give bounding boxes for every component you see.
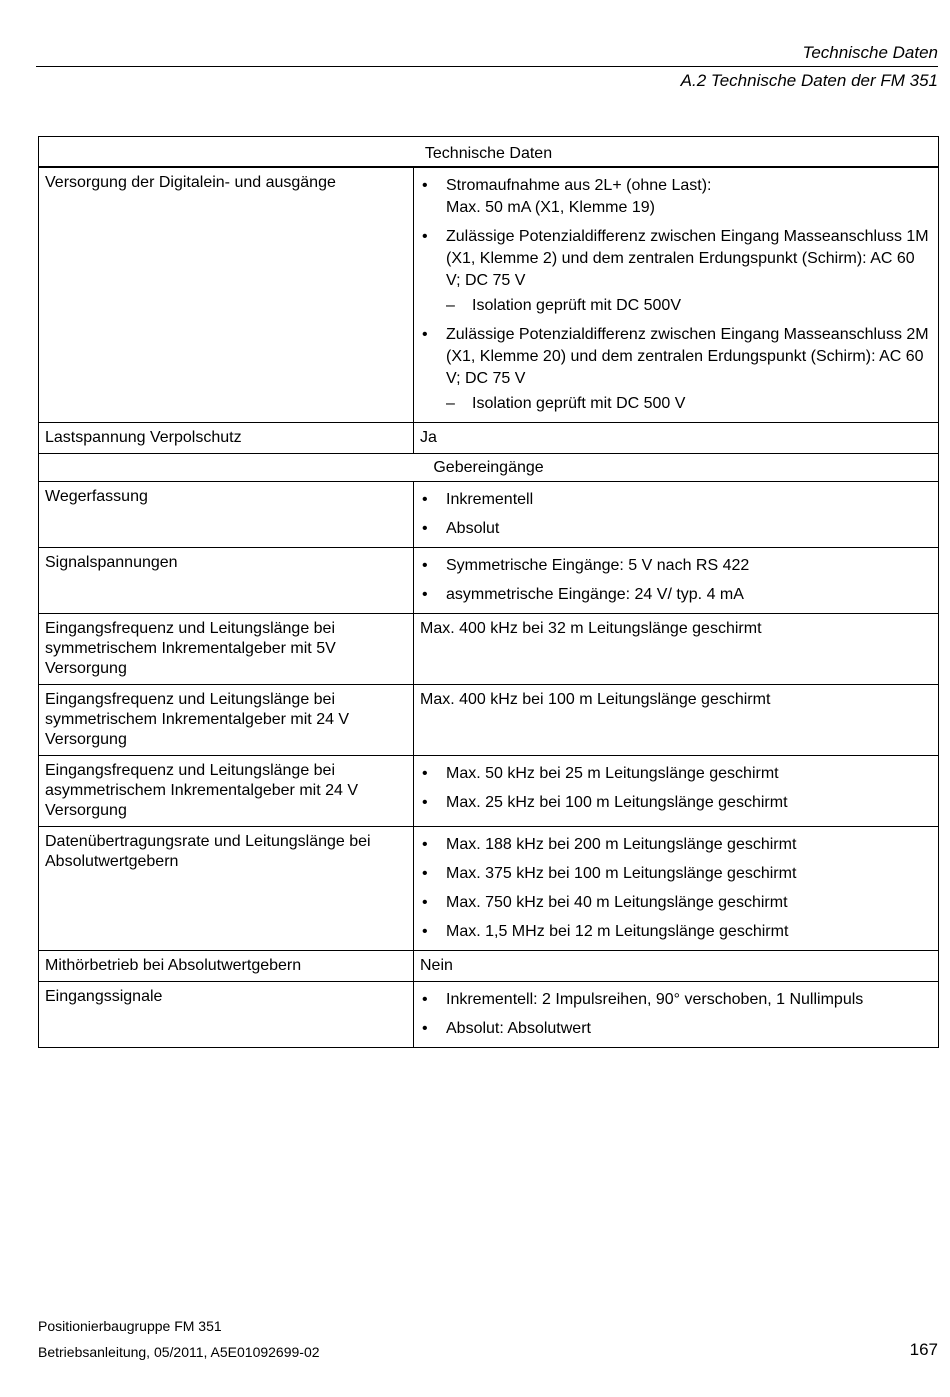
technical-data-table	[38, 136, 939, 1048]
row-value	[414, 167, 939, 423]
table-row	[39, 614, 939, 685]
section-heading-row	[39, 454, 939, 482]
list-item: • Inkrementell	[420, 489, 932, 511]
list-item: • Max. 25 kHz bei 100 m Leitungslänge geschirmt	[420, 792, 932, 814]
bullet-list	[420, 489, 932, 540]
table-row	[39, 756, 939, 827]
table-row	[39, 827, 939, 951]
bullet-list	[420, 175, 932, 415]
row-value: Nein	[414, 951, 939, 982]
running-header-subtitle: A.2 Technische Daten der FM 351	[680, 71, 938, 90]
row-label: Eingangssignale	[39, 982, 414, 1048]
bullet-list	[420, 989, 932, 1040]
table-row	[39, 685, 939, 756]
bullet-list	[420, 763, 932, 814]
page-number: 167	[909, 1340, 938, 1359]
list-item: • Zulässige Potenzialdifferenz zwischen Eingang Masseanschluss 2M (X1, Klemme 20) und dem zentralen Erdungspunkt (Schirm): AC 60 V; DC 75 V – Isolation geprüft mit DC 500 V	[420, 324, 932, 415]
row-value	[414, 982, 939, 1048]
list-item: • Symmetrische Eingänge: 5 V nach RS 422	[420, 555, 932, 577]
table-row	[39, 951, 939, 982]
table-row	[39, 167, 939, 423]
row-value	[414, 482, 939, 548]
list-item: • Max. 188 kHz bei 200 m Leitungslänge geschirmt	[420, 834, 932, 856]
row-value	[414, 827, 939, 951]
row-value: Ja	[414, 423, 939, 454]
dash-list	[446, 393, 932, 415]
header-rule	[36, 66, 938, 67]
row-label: Datenübertragungsrate und Leitungslänge bei Absolutwertgebern	[39, 827, 414, 951]
table-row	[39, 482, 939, 548]
footer-document-title: Positionierbaugruppe FM 351	[38, 1318, 222, 1334]
table-row	[39, 548, 939, 614]
list-item: • Max. 375 kHz bei 100 m Leitungslänge geschirmt	[420, 863, 932, 885]
bullet-list	[420, 555, 932, 606]
row-label: Eingangsfrequenz und Leitungslänge bei asymmetrischem Inkrementalgeber mit 24 V Versorgung	[39, 756, 414, 827]
table-row	[39, 982, 939, 1048]
list-item: • Inkrementell: 2 Impulsreihen, 90° verschoben, 1 Nullimpuls	[420, 989, 932, 1011]
row-value: Max. 400 kHz bei 100 m Leitungslänge geschirmt	[414, 685, 939, 756]
table-row	[39, 423, 939, 454]
list-item: • Absolut: Absolutwert	[420, 1018, 932, 1040]
footer-edition: Betriebsanleitung, 05/2011, A5E01092699-02	[38, 1344, 320, 1360]
list-item: • Absolut	[420, 518, 932, 540]
row-value	[414, 756, 939, 827]
row-label: Lastspannung Verpolschutz	[39, 423, 414, 454]
row-label: Mithörbetrieb bei Absolutwertgebern	[39, 951, 414, 982]
row-label: Eingangsfrequenz und Leitungslänge bei symmetrischem Inkrementalgeber mit 5V Versorgung	[39, 614, 414, 685]
table-heading-row	[39, 137, 939, 168]
row-value: Max. 400 kHz bei 32 m Leitungslänge geschirmt	[414, 614, 939, 685]
bullet-list	[420, 834, 932, 943]
row-value	[414, 548, 939, 614]
section-heading: Gebereingänge	[39, 454, 939, 482]
row-label: Eingangsfrequenz und Leitungslänge bei symmetrischem Inkrementalgeber mit 24 V Versorgung	[39, 685, 414, 756]
running-header-title: Technische Daten	[802, 43, 938, 62]
table-heading: Technische Daten	[39, 137, 939, 168]
row-label: Versorgung der Digitalein- und ausgänge	[39, 167, 414, 423]
row-label: Signalspannungen	[39, 548, 414, 614]
list-item: • Stromaufnahme aus 2L+ (ohne Last): Max. 50 mA (X1, Klemme 19)	[420, 175, 932, 219]
list-item: • Max. 1,5 MHz bei 12 m Leitungslänge geschirmt	[420, 921, 932, 943]
list-item: – Isolation geprüft mit DC 500V	[446, 295, 932, 317]
list-item: • Zulässige Potenzialdifferenz zwischen Eingang Masseanschluss 1M (X1, Klemme 2) und dem zentralen Erdungspunkt (Schirm): AC 60 V; DC 75 V – Isolation geprüft mit DC 500V	[420, 226, 932, 317]
dash-list	[446, 295, 932, 317]
list-item: – Isolation geprüft mit DC 500 V	[446, 393, 932, 415]
list-item: • asymmetrische Eingänge: 24 V/ typ. 4 mA	[420, 584, 932, 606]
row-label: Wegerfassung	[39, 482, 414, 548]
list-item: • Max. 50 kHz bei 25 m Leitungslänge geschirmt	[420, 763, 932, 785]
list-item: • Max. 750 kHz bei 40 m Leitungslänge geschirmt	[420, 892, 932, 914]
